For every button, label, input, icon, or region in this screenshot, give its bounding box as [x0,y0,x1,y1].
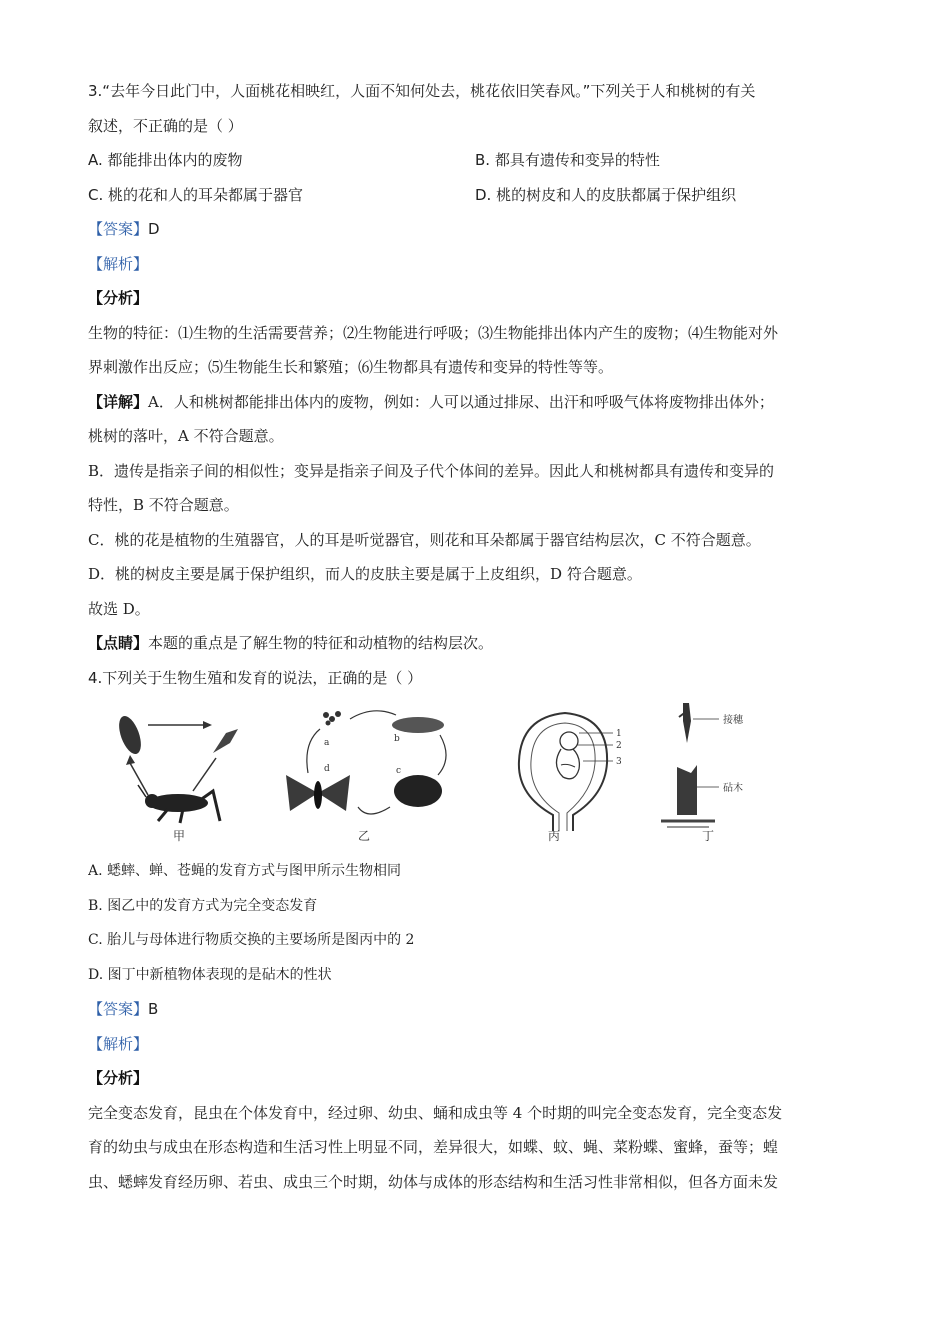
q3-point-tag: 【点睛】 [88,634,149,652]
bing-label-1: 1 [616,729,622,739]
q3-answer-value: D [148,220,160,238]
grasshopper-icon [138,785,220,823]
q3-point-text: 本题的重点是了解生物的特征和动植物的结构层次。 [148,634,494,652]
q4-fenxi-line3: 虫、蟋蟀发育经历卵、若虫、成虫三个时期，幼体与成体的形态结构和生活习性非常相似，但各方面未发 [88,1172,779,1191]
egg-icon [115,713,146,757]
q3-options-row1 [88,143,864,178]
stage-label-a: a [324,738,330,748]
q4-analysis-tag: 【解析】 [88,1034,149,1053]
q4-fenxi-line1: 完全变态发育，昆虫在个体发育中，经过卵、幼虫、蛹和成虫等 4 个时期的叫完全变态发育，完全变态发 [88,1103,783,1122]
q3-answer [88,212,864,247]
q3-fenxi-tag: 【分析】 [88,289,149,307]
stage-label-b: b [394,734,400,744]
scion-label: 接穗 [723,715,743,726]
rootstock-label: 砧木 [723,783,743,794]
q4-option-a: A. 蟋蟀、蝉、苍蝇的发育方式与图甲所示生物相同 [88,863,402,879]
q3-options-row2 [88,178,864,213]
egg-cluster-icon [323,711,341,726]
q4-figures [88,703,864,848]
bing-label-3: 3 [616,757,622,767]
q4-answer-value: B [148,1000,159,1018]
larva-icon [392,717,444,733]
q3-detail-line3: B．遗传是指亲子间的相似性；变异是指亲子间及子代个体间的差异。因此人和桃树都具有遗传和变异的 [88,461,775,480]
q3-fenxi-line1: 生物的特征：⑴生物的生活需要营养；⑵生物能进行呼吸；⑶生物能排出体内产生的废物；⑷生物能对外 [88,323,779,342]
figure-bing-label: 丙 [548,829,561,843]
q3-option-d: D. 桃的树皮和人的皮肤都属于保护组织 [475,185,737,204]
q3-choose: 故选 D。 [88,599,150,618]
q3-stem-line2: 叙述，不正确的是（ ） [88,116,243,135]
q4-answer-tag: 【答案】 [88,1000,149,1018]
q3-option-c: C. 桃的花和人的耳朵都属于器官 [88,185,304,204]
q3-detail-text1: A．人和桃树都能排出体内的废物，例如：人可以通过排尿、出汗和呼吸气体将废物排出体外； [148,392,774,411]
q4-stem: 4.下列关于生物生殖和发育的说法，正确的是（ ） [88,668,423,687]
stage-label-d: d [324,764,330,774]
q4-answer [88,992,864,1027]
figure-ding-grafting [653,703,783,843]
q3-detail-line2: 桃树的落叶，A 不符合题意。 [88,427,284,445]
bing-label-2: 2 [616,741,622,751]
nymph-icon [213,729,238,753]
document-page [88,74,864,1199]
q3-detail-line6: D．桃的树皮主要是属于保护组织，而人的皮肤主要是属于上皮组织，D 符合题意。 [88,565,642,583]
q3-point [88,626,864,661]
q3-fenxi-line2: 界刺激作出反应；⑸生物能生长和繁殖；⑹生物都具有遗传和变异的特性等等。 [88,358,614,376]
q3-analysis-tag: 【解析】 [88,254,149,273]
figure-jia-label: 甲 [173,829,186,843]
figure-bing-fetus [503,703,643,843]
figure-yi-moth-cycle [278,703,458,843]
q4-fenxi-tag: 【分析】 [88,1069,149,1087]
fetus-icon [556,732,579,779]
q3-detail-tag: 【详解】 [88,392,149,411]
scion-icon [683,703,691,743]
q3-stem-line1: 3.“去年今日此门中，人面桃花相映红，人面不知何处去，桃花依旧笑春风。”下列关于人和桃树的有关 [88,82,756,100]
figure-yi-label: 乙 [358,829,371,843]
pupa-icon [394,775,442,807]
figure-jia-grasshopper-cycle [108,703,248,843]
q3-detail-line4: 特性，B 不符合题意。 [88,496,239,514]
figure-ding-label: 丁 [702,829,715,843]
stage-label-c: c [396,766,402,776]
q3-answer-tag: 【答案】 [88,220,149,238]
moth-icon [286,775,350,811]
rootstock-icon [677,765,697,815]
q3-detail-line5: C．桃的花是植物的生殖器官，人的耳是听觉器官，则花和耳朵都属于器官结构层次，C 不符合题意。 [88,530,761,549]
q4-option-c: C. 胎儿与母体进行物质交换的主要场所是图丙中的 2 [88,932,415,948]
q4-option-b: B. 图乙中的发育方式为完全变态发育 [88,897,318,914]
q4-fenxi-line2: 育的幼虫与成虫在形态构造和生活习性上明显不同，差异很大，如蝶、蚊、蝇、菜粉蝶、蜜蜂，蚕等；蝗 [88,1138,779,1156]
q4-option-d: D. 图丁中新植物体表现的是砧木的性状 [88,966,332,983]
q3-option-a: A. 都能排出体内的废物 [88,151,243,169]
q3-option-b: B. 都具有遗传和变异的特性 [475,151,660,169]
q3-detail-line1 [88,385,864,420]
